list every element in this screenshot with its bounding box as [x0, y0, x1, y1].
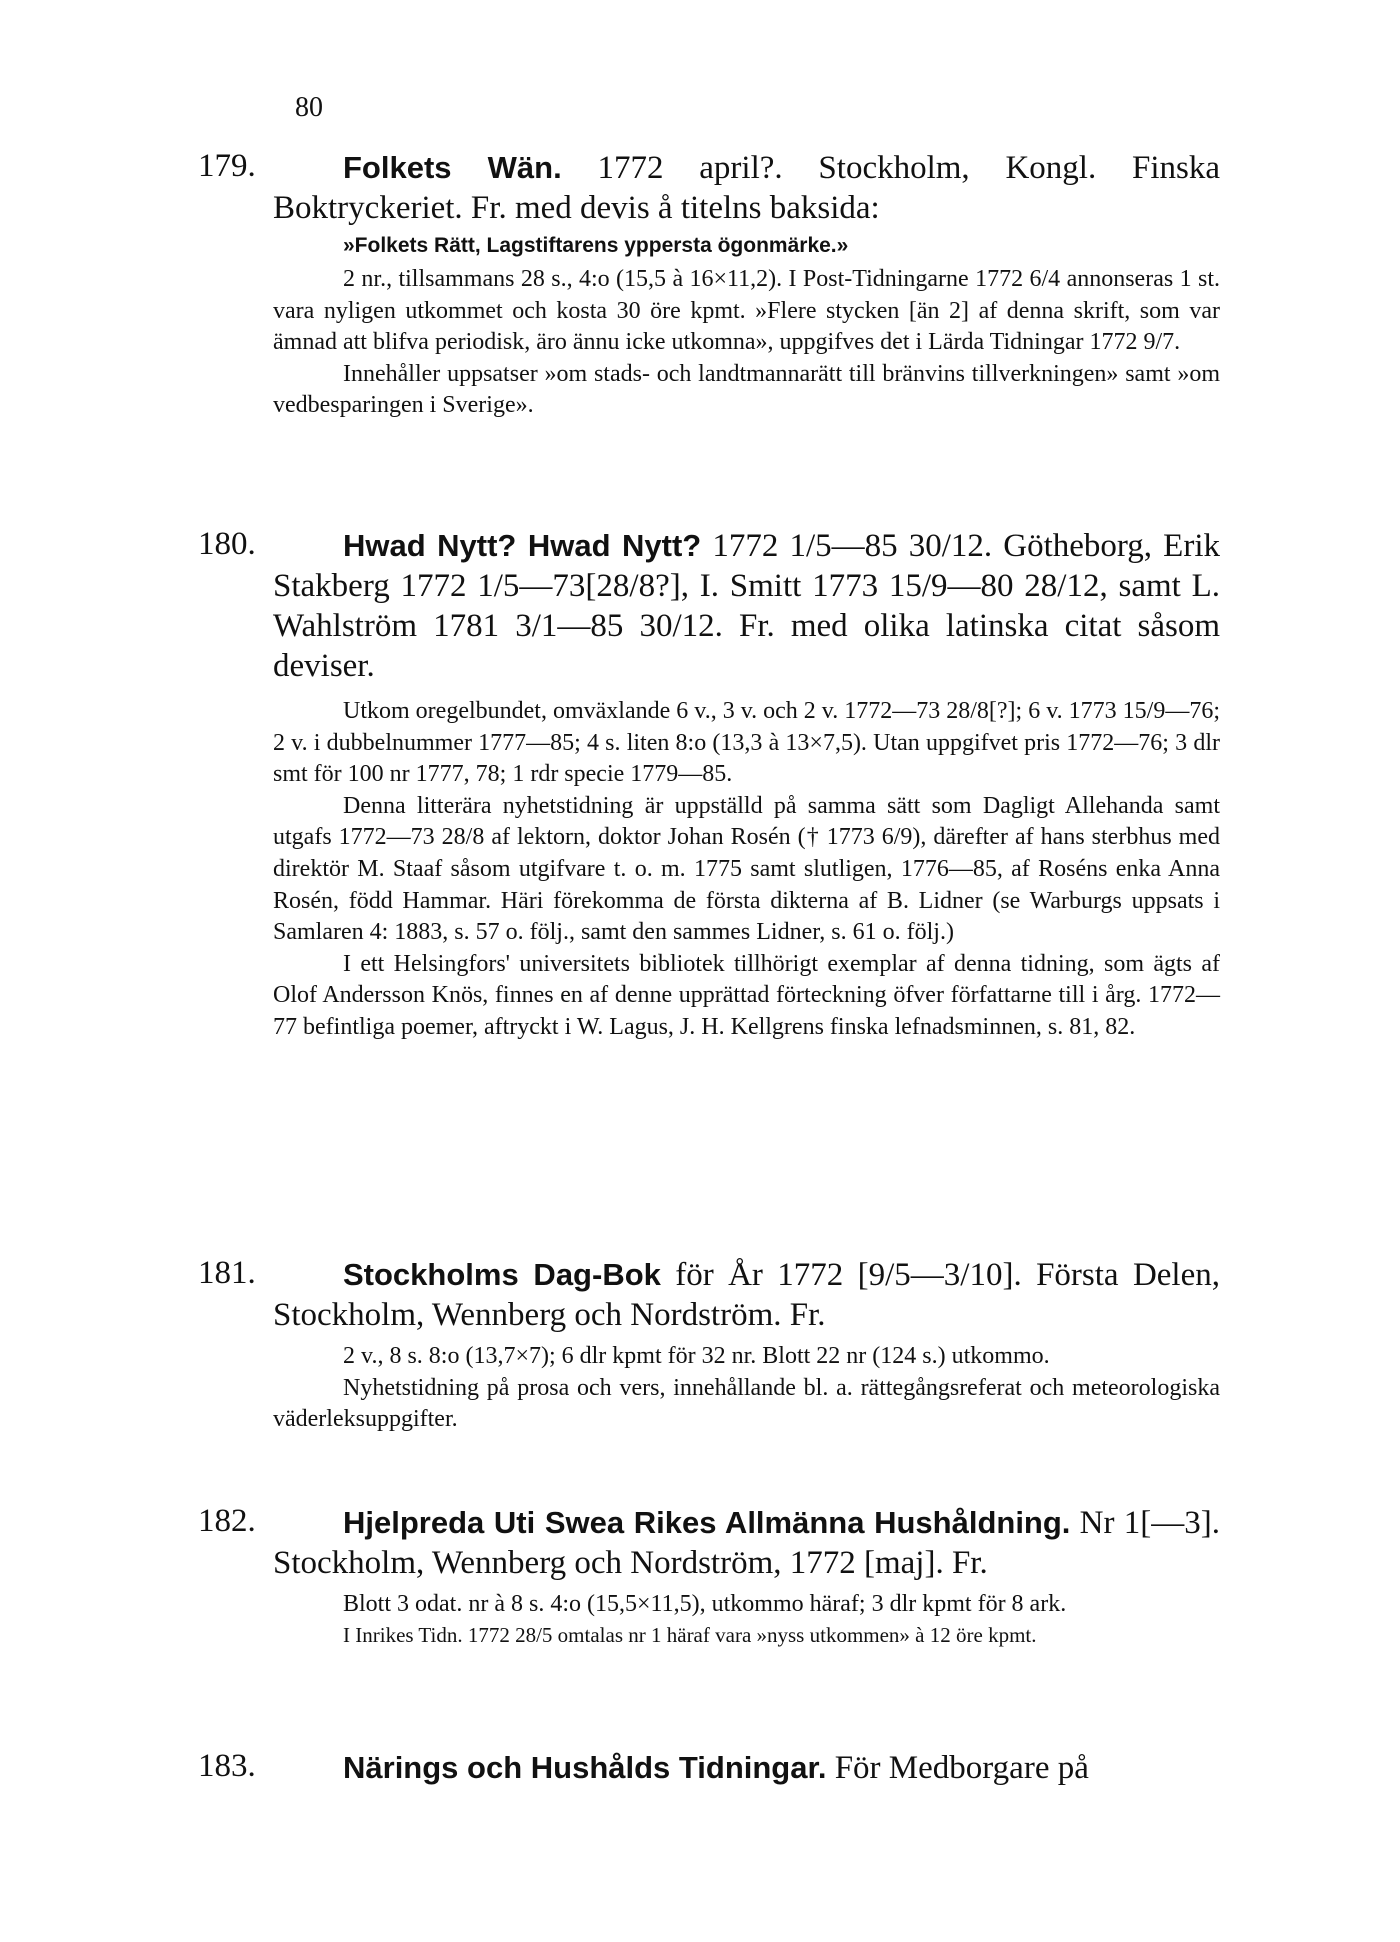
entry-heading	[273, 526, 1220, 686]
entry-note: 2 nr., tillsammans 28 s., 4:o (15,5 à 16×11,2). I Post-Tidningarne 1772 6/4 annonseras 1 st. vara nyligen utkommet och kosta 30 öre kpmt. »Flere stycken [än 2] af denna skrift, som var ämnad att blifva periodisk, äro ännu icke utkomna», uppgifves det i Lärda Tidningar 1772 9/7.	[273, 266, 1220, 356]
entry-note: I ett Helsingfors' universitets bibliotek tillhörigt exemplar af denna tidning, som ägts af Olof Andersson Knös, finnes en af denne upprättad förteckning öfver författarne till i årg. 1772—77 befintliga poemer, aftryckt i W. Lagus, J. H. Kellgrens finska lefnadsminnen, s. 81, 82.	[273, 950, 1220, 1040]
entry-180	[198, 526, 1220, 1044]
entry-183	[198, 1748, 1220, 1788]
entry-note: Denna litterära nyhetstidning är uppställd på samma sätt som Dagligt Allehanda samt utgafs 1772—73 28/8 af lektorn, doktor Johan Rosén († 1773 6/9), därefter af hans sterbhus med direktör M. Staaf såsom utgifvare t. o. m. 1775 samt slutligen, 1776—85, af Roséns enka Anna Rosén, född Hammar. Häri förekomma de första dikterna af B. Lidner (se Warburgs uppsats i Samlaren 4: 1883, s. 57 o. följ., samt den sammes Lidner, s. 61 o. följ.)	[273, 792, 1220, 946]
entry-heading	[273, 1255, 1220, 1335]
entry-number: 181.	[198, 1255, 256, 1291]
entry-181	[198, 1255, 1220, 1436]
entry-heading	[273, 1503, 1220, 1583]
entry-note: I Inrikes Tidn. 1772 28/5 omtalas nr 1 häraf vara »nyss utkommen» à 12 öre kpmt.	[343, 1622, 1037, 1647]
entry-note: Innehåller uppsatser »om stads- och landtmannarätt till bränvins tillverkningen» samt »om vedbesparingen i Sverige».	[273, 360, 1220, 419]
entry-note: Nyhetstidning på prosa och vers, innehållande bl. a. rättegångsreferat och meteorologiska väderleksuppgifter.	[273, 1374, 1220, 1433]
entry-182	[198, 1503, 1220, 1649]
entry-note: Utkom oregelbundet, omväxlande 6 v., 3 v. och 2 v. 1772—73 28/8[?]; 6 v. 1773 15/9—76; 2 v. i dubbelnummer 1777—85; 4 s. liten 8:o (13,3 à 13×7,5). Utan uppgifvet pris 1772—76; 3 dlr smt för 100 nr 1777, 78; 1 rdr specie 1779—85.	[273, 698, 1220, 788]
entry-179	[198, 148, 1220, 422]
entry-title: Hwad Nytt? Hwad Nytt?	[343, 528, 702, 563]
entry-heading-text: Nr 1[—3]. Stockholm, Wennberg och Nordström, 1772 [maj]. Fr.	[273, 1505, 1220, 1581]
entry-title: Folkets Wän.	[343, 150, 562, 185]
entry-number: 182.	[198, 1503, 256, 1539]
entry-note: 2 v., 8 s. 8:o (13,7×7); 6 dlr kpmt för 32 nr. Blott 22 nr (124 s.) utkommo.	[343, 1343, 1050, 1369]
entry-note: Blott 3 odat. nr à 8 s. 4:o (15,5×11,5), utkommo häraf; 3 dlr kpmt för 8 ark.	[343, 1591, 1067, 1617]
entry-title: Hjelpreda Uti Swea Rikes Allmänna Hushåldning.	[343, 1505, 1071, 1540]
entry-heading-text: 1772 1/5—85 30/12. Götheborg, Erik Stakberg 1772 1/5—73[28/8?], I. Smitt 1773 15/9—80 28/12, samt L. Wahlström 1781 3/1—85 30/12. Fr. med olika latinska citat såsom deviser.	[273, 528, 1220, 684]
entry-heading-text: för År 1772 [9/5—3/10]. Första Delen, Stockholm, Wennberg och Nordström. Fr.	[273, 1257, 1220, 1333]
entry-heading	[273, 148, 1220, 228]
entry-heading	[273, 1748, 1220, 1788]
entry-number: 179.	[198, 148, 256, 184]
spacer	[198, 686, 1220, 696]
page-number: 80	[295, 92, 323, 123]
entry-title: Stockholms Dag-Bok	[343, 1257, 661, 1292]
entry-title: Närings och Hushålds Tidningar.	[343, 1750, 827, 1785]
entry-motto: »Folkets Rätt, Lagstiftarens yppersta ögonmärke.»	[343, 234, 849, 257]
entry-number: 183.	[198, 1748, 256, 1784]
entry-heading-text: 1772 april?. Stockholm, Kongl. Finska Boktryckeriet. Fr. med devis å titelns baksida:	[273, 150, 1220, 226]
entry-number: 180.	[198, 526, 256, 562]
entry-heading-text: För Medborgare på	[826, 1750, 1089, 1786]
